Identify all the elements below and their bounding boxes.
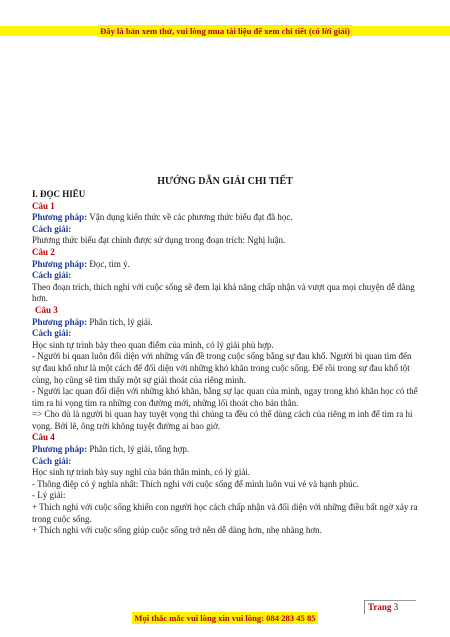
method-label: Phương pháp: [32,212,88,223]
method-text: Vận dụng kiến thức về các phương thức biểu đạt đã học. [87,212,293,223]
question-4-method [32,444,420,456]
question-1-line: Phương thức biểu đạt chính được sử dụng trong đoạn trích: Nghị luận. [32,235,286,246]
contact-notice-text: Mọi thắc mắc vui lòng xin vui lòng: 084 283 45 85 [134,613,316,623]
preview-notice [0,26,450,36]
question-3-method [32,317,420,329]
page-word: Trang [368,602,392,612]
question-2-heading: Câu 2 [32,246,55,257]
page-number [368,602,398,612]
question-4-heading: Câu 4 [32,432,55,443]
question-2-method [32,259,420,271]
document-body [32,189,420,537]
question-4-line: - Lý giải: [32,490,66,501]
section-heading: I. ĐỌC HIỂU [32,189,86,199]
method-label: Phương pháp: [32,444,88,455]
page-number-value: 3 [393,602,399,612]
question-3-line: Học sinh tự trình bày theo quan điểm của mình, có lý giải phù hợp. [32,339,274,350]
method-text: Phân tích, lý giải. [87,316,153,327]
question-4-line: + Thích nghi với cuộc sống giúp cuộc sống trở nên dễ dàng hơn, nhẹ nhàng hơn. [32,525,322,536]
question-3-line: - Người lạc quan đối diện với những khó khăn, bằng sự lạc quan của mình, ngay trong khó khăn học có thể tìm ra hi vọng tìm ra những con đường mới, những lối thoát cho bản thân. [32,386,418,408]
question-3-line: => Cho dù là người bi quan hay tuyệt vọng thì chúng ta đều có thể dùng cách của riêng m ình để tìm ra hi vọng. Bởi lẽ, ông trời không tuyệt đường ai bao giờ. [32,409,413,431]
footer-separator [364,600,365,614]
method-label: Phương pháp: [32,258,88,269]
question-2-line: Theo đoạn trích, thích nghi với cuộc sống sẽ đem lại khả năng chấp nhận và vượt qua mọi chuyện dễ dàng hơn. [32,281,415,304]
question-4-line: Học sinh tự trình bày suy nghĩ của bản thân mình, có lý giải. [32,467,251,478]
contact-notice [0,613,450,623]
solution-label: Cách giải: [32,455,72,466]
solution-label: Cách giải: [32,223,72,234]
method-text: Đọc, tìm ý. [87,258,130,269]
question-4-line: + Thích nghi với cuộc sống khiến con người học cách chấp nhận và đối diện với những điều bất ngờ xảy ra trong cuộc sống. [32,502,418,524]
method-text: Phân tích, lý giải, tổng hợp. [87,444,190,455]
question-3-heading: Câu 3 [35,304,58,315]
question-1-heading: Câu 1 [32,200,55,211]
question-4-line: - Thông điệp có ý nghĩa nhất: Thích nghi với cuộc sống để mình luôn vui vẻ và hạnh phúc. [32,478,359,489]
preview-notice-text: Đây là bản xem thử, vui lòng mua tài liệu để xem chi tiết (có lời giải) [100,26,350,36]
footer-divider [364,600,416,601]
method-label: Phương pháp: [32,316,88,327]
solution-label: Cách giải: [32,270,72,281]
page-title: HƯỚNG DẪN GIẢI CHI TIẾT [157,176,293,187]
solution-label: Cách giải: [32,328,72,339]
question-1-method [32,212,420,224]
question-3-line: - Người bi quan luôn đối diện với những vấn đề trong cuộc sống bằng sự đau khổ. Người bi quan tìm đến sự đau khổ như là một cách để đối diện với những khó khăn trong cuộc sống. Để rồi trong sự đau khổ tột cùng, họ cũng sẽ tìm thấy một sự giải thoát của riêng mình. [32,351,412,385]
